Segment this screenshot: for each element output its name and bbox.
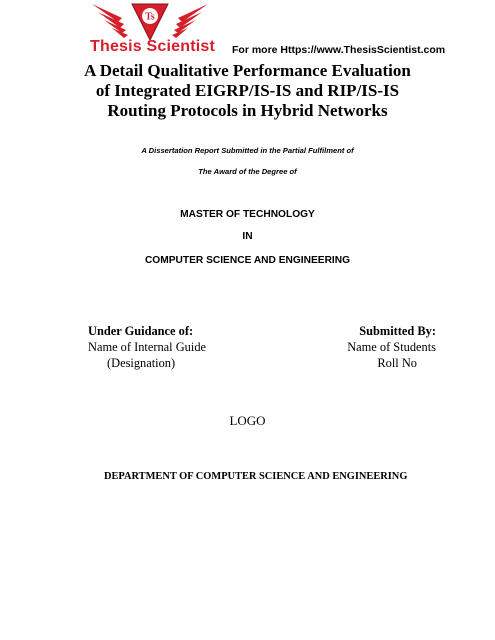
logo-placeholder: LOGO [229, 413, 266, 428]
document-title [0, 61, 495, 121]
header-link[interactable]: For more Https://www.ThesisScientist.com [232, 44, 446, 56]
guide-designation: (Designation) [107, 356, 176, 370]
guidance-block [88, 323, 206, 371]
department-name: DEPARTMENT OF COMPUTER SCIENCE AND ENGINEERING [104, 471, 408, 482]
degree-field: COMPUTER SCIENCE AND ENGINEERING [144, 255, 351, 266]
degree-connector: IN [242, 231, 253, 242]
title-line-3: Routing Protocols in Hybrid Networks [107, 101, 388, 120]
title-line-1: A Detail Qualitative Performance Evaluation [84, 61, 411, 80]
submitted-heading: Submitted By: [359, 324, 436, 338]
student-name: Name of Students [347, 340, 436, 354]
svg-text:Ts: Ts [145, 11, 155, 23]
winged-ts-logo-icon [88, 0, 212, 42]
title-line-2: of Integrated EIGRP/IS-IS and RIP/IS-IS [95, 81, 400, 100]
submitted-block [347, 323, 436, 371]
brand-name: Thesis Scientist [90, 38, 216, 55]
roll-number: Roll No [377, 356, 417, 370]
degree-name: MASTER OF TECHNOLOGY [180, 209, 315, 220]
guidance-heading: Under Guidance of: [88, 324, 194, 338]
submission-statement-line-1: A Dissertation Report Submitted in the Partial Fulfilment of [141, 146, 354, 155]
guide-name: Name of Internal Guide [88, 340, 207, 354]
submission-statement-line-2: The Award of the Degree of [198, 167, 297, 176]
